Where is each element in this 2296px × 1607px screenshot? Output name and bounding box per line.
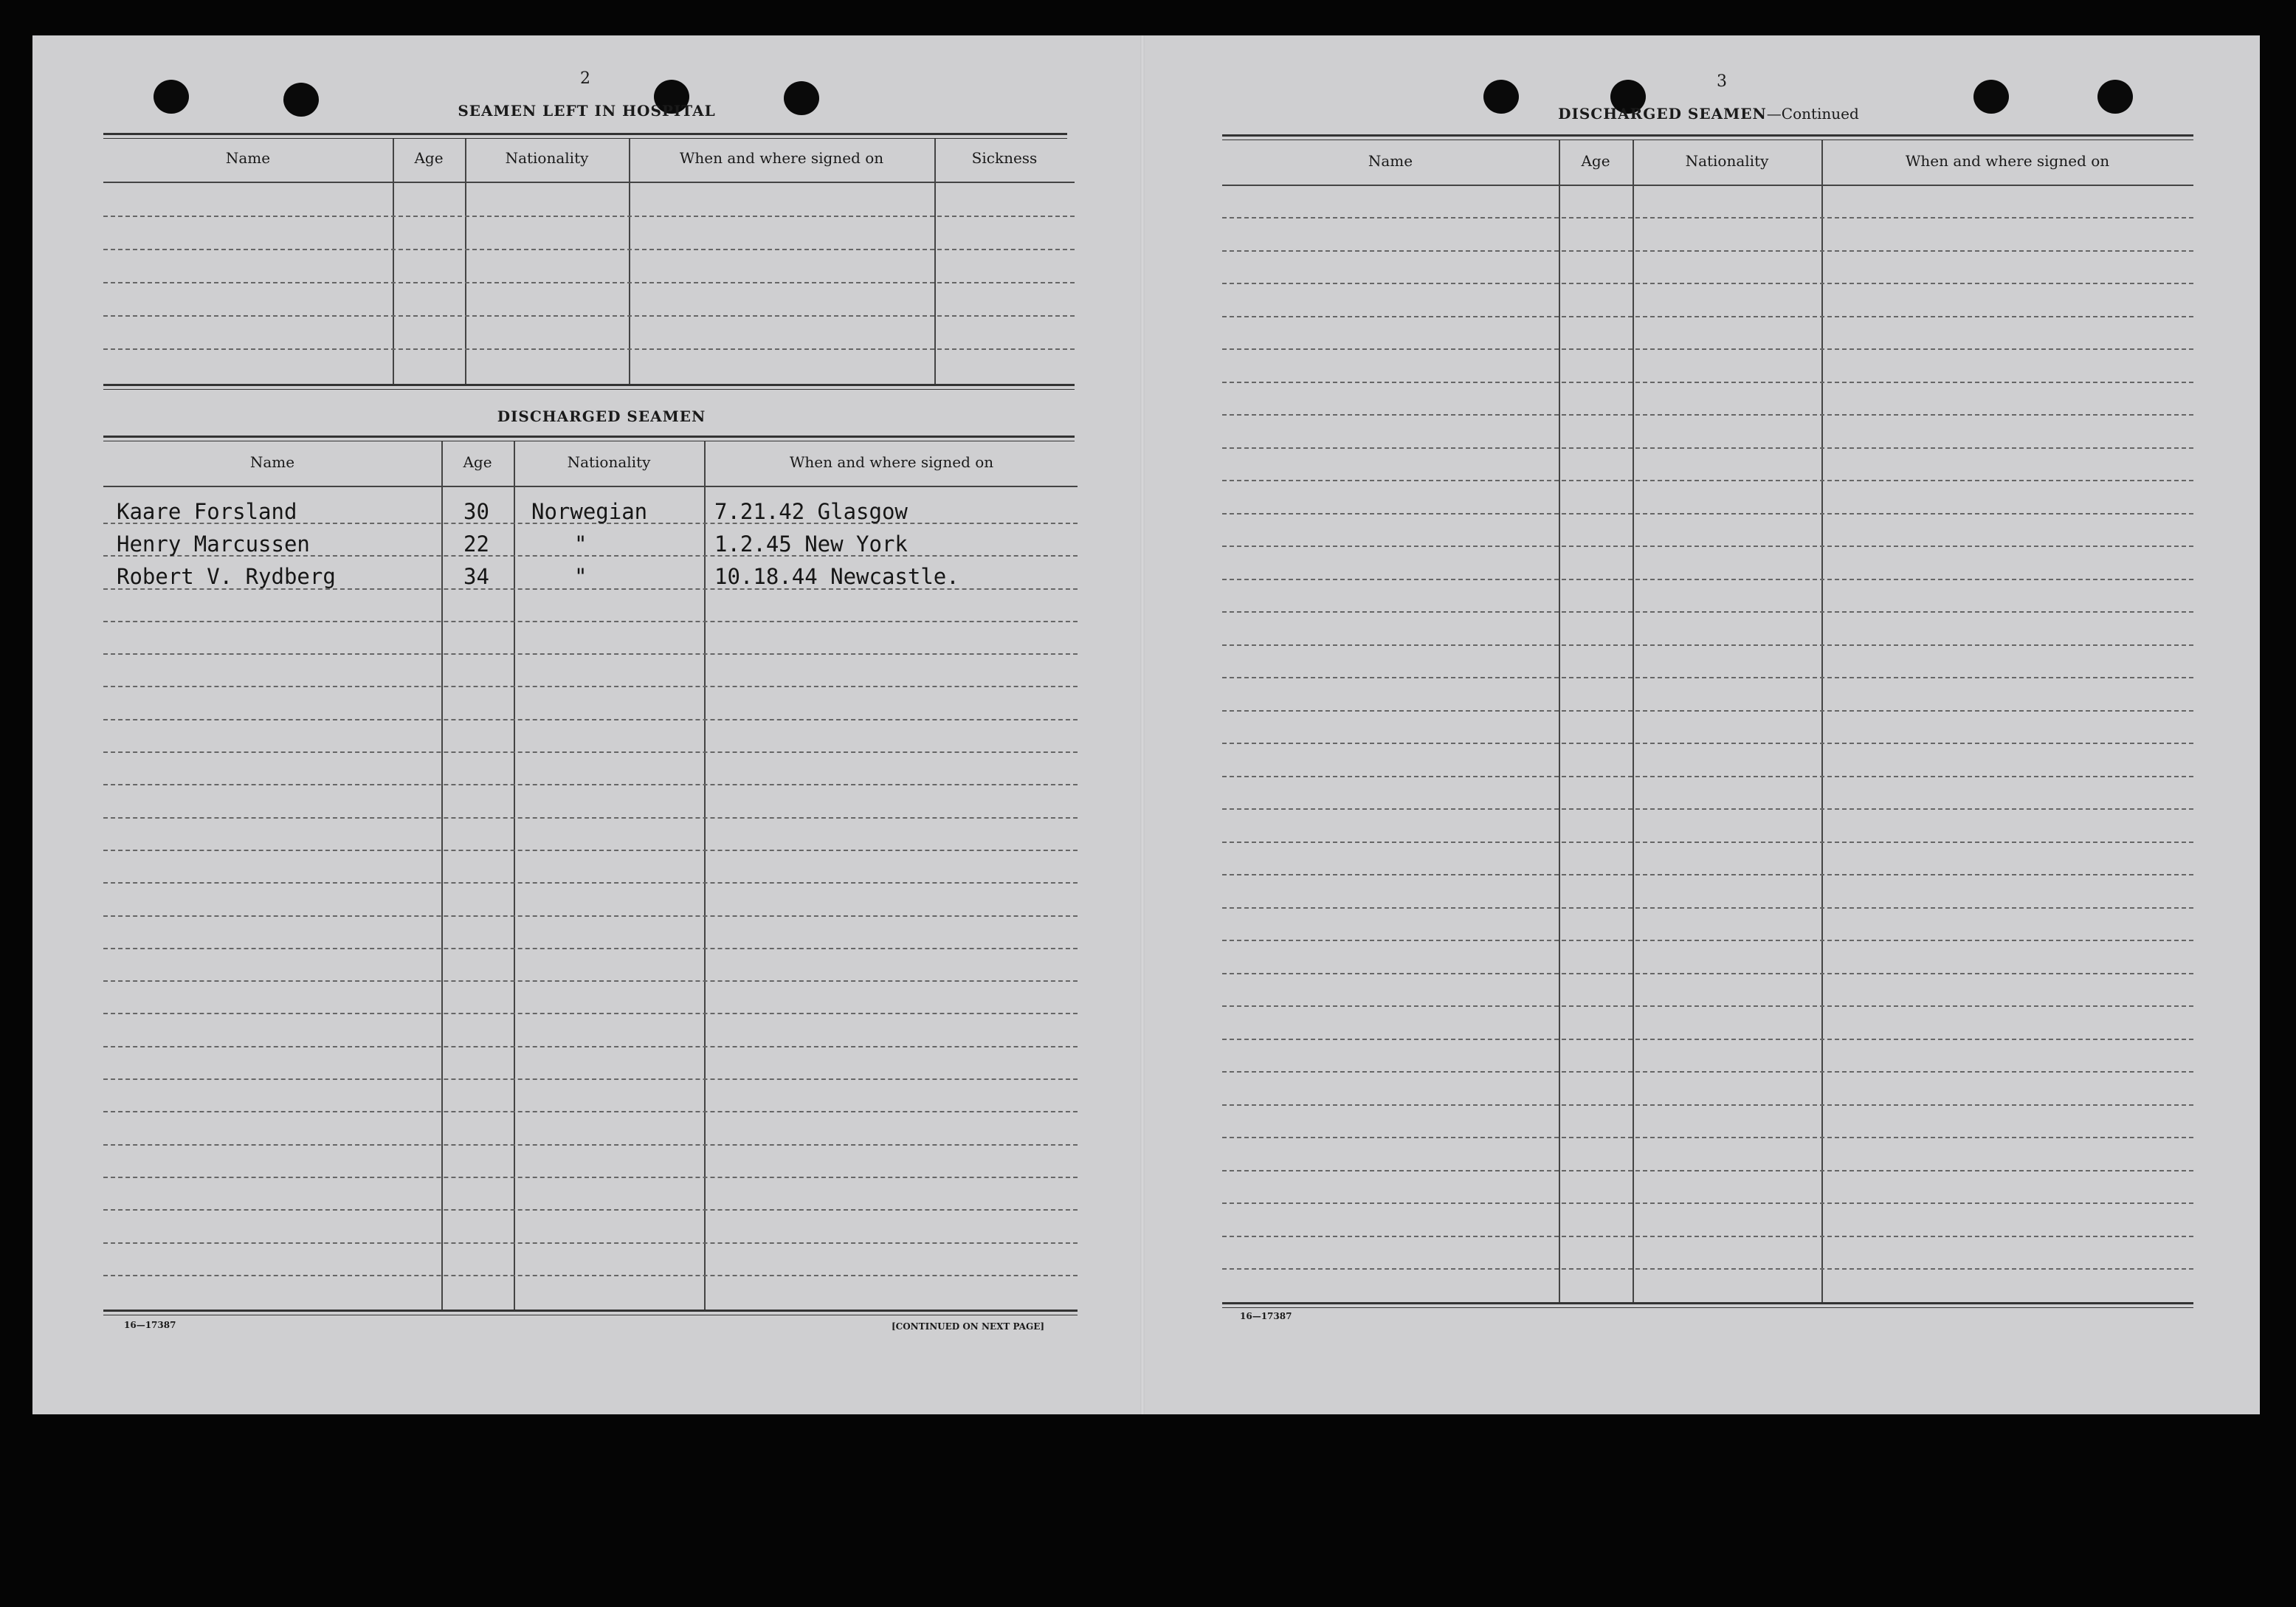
ruling-line xyxy=(103,915,1078,917)
ruling-line xyxy=(1222,382,2193,383)
ruling-line xyxy=(103,621,1078,622)
right-col-divider xyxy=(1559,140,1560,1304)
hospital-col-age: Age xyxy=(414,149,444,167)
hospital-section-title: SEAMEN LEFT IN HOSPITAL xyxy=(458,102,716,120)
ruling-line xyxy=(1222,1268,2193,1270)
ruling-line xyxy=(1222,940,2193,941)
ruling-line xyxy=(103,1275,1078,1276)
discharged-col-divider xyxy=(704,441,706,1311)
ruling-line xyxy=(103,1013,1078,1014)
ruling-line xyxy=(103,282,1075,283)
ruling-line xyxy=(103,1209,1078,1211)
ruling-line xyxy=(103,980,1078,982)
hospital-table-top-rule xyxy=(103,133,1067,135)
ruling-line xyxy=(1222,283,2193,284)
ruling-line xyxy=(1222,348,2193,350)
right-col-name: Name xyxy=(1368,152,1413,170)
ruling-line xyxy=(1222,316,2193,317)
ruling-line xyxy=(1222,1202,2193,1204)
ruling-line xyxy=(103,216,1075,217)
hospital-col-sickness: Sickness xyxy=(971,149,1038,167)
ruling-line xyxy=(103,686,1078,687)
ruling-line xyxy=(1222,1137,2193,1138)
ruling-line xyxy=(1222,1005,2193,1007)
right-col-age: Age xyxy=(1581,152,1610,170)
ruling-line xyxy=(1222,973,2193,974)
page-number: 3 xyxy=(1717,72,1727,91)
hospital-col-nationality: Nationality xyxy=(505,149,589,167)
hospital-col-divider xyxy=(629,139,630,384)
ruling-line xyxy=(1222,677,2193,678)
ruling-line xyxy=(1222,1170,2193,1171)
ruling-line xyxy=(103,1177,1078,1178)
row1-signed-on: 7.21.42 Glasgow xyxy=(714,499,908,524)
ruling-line xyxy=(1222,513,2193,515)
right-section-title-suffix: —Continued xyxy=(1766,105,1859,123)
ruling-line xyxy=(1222,907,2193,909)
ruling-line xyxy=(103,817,1078,819)
row2-signed-on: 1.2.45 New York xyxy=(714,531,908,557)
row3-age: 34 xyxy=(463,564,489,589)
continued-note: [CONTINUED ON NEXT PAGE] xyxy=(892,1321,1045,1332)
ruling-line xyxy=(1222,447,2193,449)
hospital-table-bottom-rule xyxy=(103,384,1075,386)
row2-name: Henry Marcussen xyxy=(117,531,310,557)
discharged-col-age: Age xyxy=(463,453,492,471)
ruling-line xyxy=(103,348,1075,350)
right-col-divider xyxy=(1821,140,1823,1304)
row3-signed-on: 10.18.44 Newcastle. xyxy=(714,564,959,589)
hospital-header-rule xyxy=(103,182,1075,183)
ruling-line xyxy=(1222,776,2193,777)
ruling-line xyxy=(1222,250,2193,252)
right-col-signed-on: When and where signed on xyxy=(1905,152,2110,170)
ruling-line xyxy=(103,1078,1078,1080)
punch-hole xyxy=(784,81,819,115)
form-number: 16—17387 xyxy=(1240,1311,1292,1321)
hospital-col-divider xyxy=(393,139,394,384)
ruling-line xyxy=(1222,1104,2193,1106)
hospital-col-signed-on: When and where signed on xyxy=(679,149,884,167)
ruling-line xyxy=(1222,710,2193,712)
row1-age: 30 xyxy=(463,499,489,524)
right-header-rule xyxy=(1222,185,2193,186)
ruling-line xyxy=(103,882,1078,884)
ruling-line xyxy=(103,948,1078,949)
discharged-table-bottom-rule xyxy=(103,1310,1078,1312)
right-section-title-text: DISCHARGED SEAMEN xyxy=(1558,105,1767,123)
row2-age: 22 xyxy=(463,531,489,557)
discharged-col-name: Name xyxy=(249,453,295,471)
ruling-line xyxy=(1222,414,2193,416)
discharged-header-rule xyxy=(103,486,1078,487)
ruling-line xyxy=(103,1144,1078,1146)
discharged-section-title: DISCHARGED SEAMEN xyxy=(497,407,706,425)
form-number: 16—17387 xyxy=(124,1320,176,1330)
hospital-col-name: Name xyxy=(225,149,271,167)
ruling-line xyxy=(1222,1071,2193,1073)
ruling-line xyxy=(103,719,1078,720)
ruling-line xyxy=(1222,480,2193,481)
ruling-line xyxy=(103,751,1078,753)
right-col-nationality: Nationality xyxy=(1685,152,1769,170)
punch-hole xyxy=(1973,80,2009,114)
hospital-col-divider xyxy=(934,139,936,384)
page-number: 2 xyxy=(580,69,590,88)
right-col-divider xyxy=(1633,140,1634,1304)
discharged-col-signed-on: When and where signed on xyxy=(789,453,994,471)
punch-hole xyxy=(154,80,189,114)
right-table-bottom-rule xyxy=(1222,1302,2193,1304)
ruling-line xyxy=(1222,644,2193,646)
row2-nationality: " xyxy=(574,531,587,557)
punch-hole xyxy=(2097,80,2133,114)
ruling-line xyxy=(103,1111,1078,1112)
ruling-line xyxy=(1222,1236,2193,1237)
ruling-line xyxy=(103,784,1078,785)
page-fold xyxy=(1140,35,1145,1414)
ruling-line xyxy=(1222,611,2193,613)
discharged-col-nationality: Nationality xyxy=(567,453,651,471)
punch-hole xyxy=(283,83,319,117)
row3-name: Robert V. Rydberg xyxy=(117,564,336,589)
ruling-line xyxy=(103,653,1078,655)
punch-hole xyxy=(1483,80,1519,114)
ruling-line xyxy=(103,1046,1078,1047)
hospital-col-divider xyxy=(465,139,466,384)
ruling-line xyxy=(103,249,1075,250)
discharged-col-divider xyxy=(514,441,515,1311)
right-section-title xyxy=(1557,105,1860,123)
ruling-line xyxy=(1222,579,2193,580)
discharged-col-divider xyxy=(441,441,443,1311)
row1-nationality: Norwegian xyxy=(531,499,648,524)
row3-nationality: " xyxy=(574,564,587,589)
ruling-line xyxy=(1222,743,2193,744)
ruling-line xyxy=(103,315,1075,317)
ruling-line xyxy=(1222,808,2193,810)
ruling-line xyxy=(103,1242,1078,1244)
ruling-line xyxy=(1222,217,2193,218)
row1-name: Kaare Forsland xyxy=(117,499,297,524)
ruling-line xyxy=(1222,842,2193,843)
document-sheet xyxy=(32,35,2260,1414)
ruling-line xyxy=(103,850,1078,851)
discharged-table-top-rule xyxy=(103,436,1075,438)
ruling-line xyxy=(1222,874,2193,875)
ruling-line xyxy=(1222,546,2193,547)
ruling-line xyxy=(1222,1039,2193,1040)
right-table-top-rule xyxy=(1222,134,2193,137)
